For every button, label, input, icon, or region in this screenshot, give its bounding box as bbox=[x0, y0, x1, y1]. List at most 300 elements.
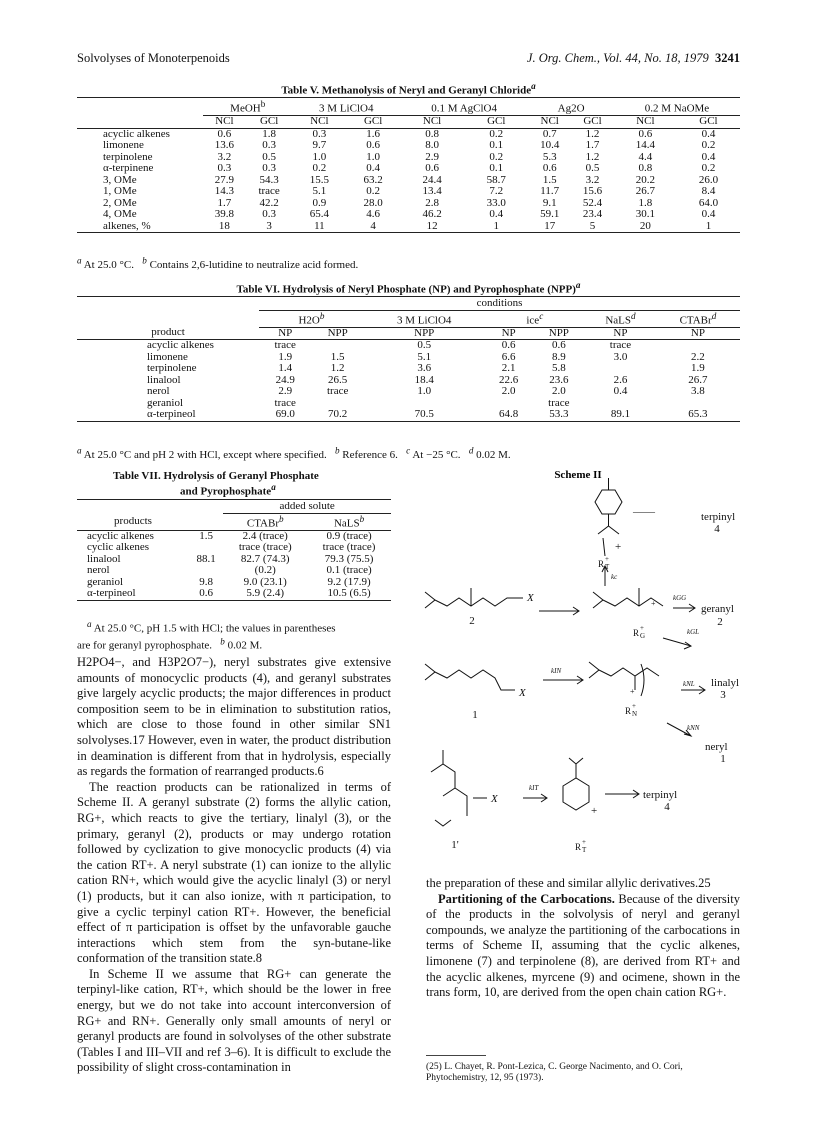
running-header bbox=[77, 51, 740, 69]
table-row-label: geraniol bbox=[147, 396, 184, 409]
svg-text:N: N bbox=[632, 710, 638, 718]
table-cell: 30.1 bbox=[635, 208, 656, 221]
footnote-a: $^a$ At 25.0 °C. bbox=[77, 255, 134, 271]
table-row bbox=[77, 340, 740, 352]
table-cell: 1 bbox=[705, 219, 712, 232]
table7-group-header: CTABr$^b$ bbox=[246, 513, 284, 530]
table5-subheader: NCl bbox=[422, 115, 442, 128]
table6-group-header: NaLS$^d$ bbox=[585, 310, 656, 327]
table-cell: trace (trace) bbox=[322, 541, 376, 554]
chain-neryl bbox=[425, 670, 515, 690]
table-cell: 9.0 (23.1) bbox=[243, 575, 287, 588]
table-stub bbox=[77, 298, 259, 310]
table-cell: 0.2 bbox=[489, 127, 504, 140]
svg-text:X: X bbox=[527, 592, 534, 604]
table-cell: 0.3 bbox=[312, 127, 327, 140]
table-row-label: 3, OMe bbox=[103, 173, 137, 186]
table-cell: 7.2 bbox=[489, 185, 504, 198]
table-cell: 4.4 bbox=[638, 150, 653, 163]
table-cell: trace bbox=[326, 385, 349, 398]
table-cell: 2.9 bbox=[278, 385, 293, 398]
svg-text:+: + bbox=[582, 838, 586, 846]
table5-group-header: 0.1 M AgClO4 bbox=[400, 99, 528, 116]
table-cell: 0.5 bbox=[262, 150, 277, 163]
scheme-ii bbox=[415, 468, 745, 868]
chain-neryl-cation bbox=[589, 668, 659, 678]
table-cell: 1.2 bbox=[585, 127, 600, 140]
reference-25: (25) L. Chayet, R. Pont-Lezica, C. George Nacimento, and O. Cori, Phytochemistry, 12, 95 (1973). bbox=[426, 1062, 683, 1083]
table-cell: 63.2 bbox=[363, 173, 383, 186]
table-cell: 2.2 bbox=[691, 350, 705, 363]
table5-subheader: GCl bbox=[487, 115, 506, 128]
table-cell: 5.8 bbox=[551, 362, 566, 375]
table-cell: 0.5 bbox=[585, 162, 600, 175]
table-row-label: 4, OMe bbox=[103, 208, 137, 221]
table-cell: 24.9 bbox=[275, 373, 295, 386]
table5-group-header: MeOH$^b$ bbox=[203, 99, 293, 116]
table6-group-header: 3 M LiClO4 bbox=[364, 310, 485, 327]
table-cell: 23.4 bbox=[582, 208, 603, 221]
table-cell: 46.2 bbox=[422, 208, 442, 221]
table5-group-header: 0.2 M NaOMe bbox=[614, 99, 740, 116]
table-cell: 12 bbox=[426, 219, 438, 232]
table-cell: 0.6 bbox=[217, 127, 232, 140]
table-cell: 18 bbox=[218, 219, 230, 232]
table-cell: trace bbox=[609, 339, 632, 352]
table6-subheader: NP bbox=[613, 326, 628, 339]
body-paragraph: Partitioning of the Carbocations. Because of the diversity of the products in the solvolysis of neryl and geranyl compounds, we analyze the partitioning of the carbocations in terms of Scheme II, assuming that the cyclic alkenes, limonene (7) and terpinolene (8), are derived from RT+ and the acyclic alkenes, myrcene (9) and ocimene, shown in the trans form, 10, are derived from the open chain cation RG+. bbox=[426, 891, 740, 1000]
table-cell: 2.9 bbox=[425, 150, 439, 163]
table-cell: 1.5 bbox=[330, 350, 345, 363]
table-cell: 8.9 bbox=[551, 350, 566, 363]
table-cell: 0.2 bbox=[312, 162, 327, 175]
svg-text:+: + bbox=[632, 702, 636, 710]
table-row bbox=[77, 209, 740, 221]
table-cell: 0.6 bbox=[542, 162, 557, 175]
table-cell: 5.9 (2.4) bbox=[246, 587, 284, 600]
table-row-label: nerol bbox=[87, 564, 110, 577]
table-row bbox=[77, 565, 391, 577]
table-cell: 1.5 bbox=[199, 529, 214, 542]
table-row-label: acyclic alkenes bbox=[87, 529, 154, 542]
table-cell: 88.1 bbox=[196, 552, 216, 565]
table5-subheader: GCl bbox=[363, 115, 383, 128]
table-cell: 1.0 bbox=[366, 150, 380, 163]
table-cell: 0.1 (trace) bbox=[326, 564, 372, 577]
table-cell: 0.7 bbox=[542, 127, 557, 140]
body-left-column bbox=[77, 655, 391, 1076]
table-cell: 2.0 bbox=[551, 385, 566, 398]
table-cell bbox=[189, 565, 223, 577]
table-cell: 0.6 bbox=[199, 587, 214, 600]
table-cell: 11.7 bbox=[540, 185, 560, 198]
footnote-d: $^d$ 0.02 M. bbox=[468, 445, 511, 461]
table-cell: 2.6 bbox=[613, 373, 628, 386]
table-row-label: linalool bbox=[147, 373, 181, 386]
table-cell: 1.5 bbox=[542, 173, 557, 186]
table-cell: 2.4 (trace) bbox=[242, 529, 288, 542]
table-cell: 1 bbox=[493, 219, 499, 232]
table-cell: 54.3 bbox=[259, 173, 279, 186]
table-rule bbox=[77, 233, 740, 234]
table-cell: 59.1 bbox=[540, 208, 560, 221]
table-cell: 0.6 bbox=[425, 162, 439, 175]
table-cell: 27.9 bbox=[214, 173, 235, 186]
svg-text:R: R bbox=[575, 842, 582, 852]
chain-neryl-prime bbox=[431, 764, 455, 796]
label-terpinyl: terpinyl bbox=[701, 511, 736, 523]
table-cell: 3.8 bbox=[691, 385, 705, 398]
table-cell: 1.7 bbox=[585, 139, 600, 152]
table-cell: 0.6 bbox=[501, 339, 516, 352]
table-cell: 22.6 bbox=[498, 373, 519, 386]
table-cell: 18.4 bbox=[414, 373, 434, 386]
footnote-c: $^c$ At −25 °C. bbox=[406, 445, 461, 461]
svg-text:——: —— bbox=[633, 506, 655, 518]
table-cell: 0.9 bbox=[312, 196, 327, 209]
table6-caption: Table VI. Hydrolysis of Neryl Phosphate (NP) and Pyrophosphate (NPP)$^a$ bbox=[236, 280, 581, 296]
table-cell: 13.6 bbox=[214, 139, 235, 152]
table-row-label: acyclic alkenes bbox=[147, 339, 214, 352]
table-cell: 0.4 bbox=[701, 208, 716, 221]
svg-text:4: 4 bbox=[664, 801, 670, 813]
table-cell: 0.6 bbox=[638, 127, 653, 140]
table-cell: trace (trace) bbox=[238, 541, 292, 554]
table-rule bbox=[77, 499, 391, 500]
table-row-label: 2, OMe bbox=[103, 196, 137, 209]
table-row bbox=[77, 363, 740, 375]
table-cell: 8.4 bbox=[701, 185, 716, 198]
table-row-label: α-terpineol bbox=[87, 587, 136, 600]
label-terpinyl-bottom: terpinyl bbox=[643, 789, 678, 801]
table-cell: 89.1 bbox=[610, 408, 631, 421]
chain-geranyl bbox=[425, 598, 523, 608]
svg-text:4: 4 bbox=[714, 523, 720, 535]
table-stub bbox=[77, 99, 203, 116]
table-cell: 1.2 bbox=[330, 362, 345, 375]
table-cell: 70.5 bbox=[414, 408, 434, 421]
body-paragraph: the preparation of these and similar allylic derivatives.25 bbox=[426, 876, 711, 890]
table-row bbox=[77, 140, 740, 152]
table-cell bbox=[585, 363, 656, 375]
table-row-label: nerol bbox=[147, 385, 170, 398]
table-cell: trace bbox=[548, 396, 570, 409]
table-cell: 1.2 bbox=[585, 150, 600, 163]
table-cell: 13.4 bbox=[422, 185, 442, 198]
table-cell: 9.1 bbox=[542, 196, 557, 209]
footnote-a: $^a$ At 25.0 °C and pH 2 with HCl, except where specified. bbox=[77, 445, 327, 461]
table6-product-header: product bbox=[151, 326, 185, 339]
table-cell: 11 bbox=[314, 219, 325, 232]
table-rule bbox=[77, 296, 740, 297]
table-row-label: cyclic alkenes bbox=[87, 541, 149, 554]
table6-group-header: $H2O^b$ bbox=[259, 310, 364, 327]
table-row bbox=[77, 375, 740, 387]
table7-group-header: NaLS$^b$ bbox=[333, 513, 365, 530]
body-paragraph: H2PO4−, and H3P2O7−), neryl substrates give extensive amounts of monocyclic products (4), and geranyl substrates give largely acyclic products; the major differences in product composition seem to be in elimination to substitution ratios, which are close to those found in other similar SN1 solvolyses.17 However, even in water, the product distribution in deamination is different from that in hydrolysis, especially as regards the formation of rearranged products.6 bbox=[77, 655, 391, 779]
label-geranyl: geranyl bbox=[701, 603, 734, 615]
table-row-label: alkenes, % bbox=[103, 219, 151, 232]
table-cell: 26.7 bbox=[688, 373, 708, 386]
table-rule bbox=[77, 97, 740, 98]
table-cell: 17 bbox=[544, 219, 556, 232]
table-row bbox=[77, 386, 740, 398]
table-cell: 0.9 (trace) bbox=[326, 529, 372, 542]
svg-text:kGL: kGL bbox=[687, 628, 700, 636]
table-cell: 0.6 bbox=[551, 339, 566, 352]
svg-text:2: 2 bbox=[469, 615, 475, 627]
table-cell: 10.5 (6.5) bbox=[327, 587, 371, 600]
table-row-label: α-terpinene bbox=[103, 162, 154, 175]
table-cell: 69.0 bbox=[275, 408, 295, 421]
table-cell: 26.0 bbox=[698, 173, 719, 186]
table-cell: 0.4 bbox=[613, 385, 628, 398]
table-cell: 5.3 bbox=[542, 150, 557, 163]
footnote-a: $^a$ At 25.0 °C, pH 1.5 with HCl; the values in parentheses bbox=[87, 619, 336, 635]
table6-subheader: NP bbox=[501, 326, 516, 339]
svg-text:kNL: kNL bbox=[683, 680, 695, 688]
table-row bbox=[77, 542, 391, 554]
table-stub bbox=[77, 310, 259, 327]
table6-subheader: NPP bbox=[548, 326, 569, 339]
table-cell: trace bbox=[258, 185, 280, 198]
table6-subheader: NP bbox=[278, 326, 293, 339]
ring-terpinyl-top bbox=[595, 490, 622, 514]
table-cell: 4 bbox=[370, 219, 376, 232]
table5-caption: Table V. Methanolysis of Neryl and Geranyl Chloride$^a$ bbox=[281, 81, 536, 97]
table-row bbox=[77, 186, 740, 198]
table-cell: (0.2) bbox=[254, 564, 276, 577]
table-row-label: α-terpineol bbox=[147, 408, 196, 421]
table-cell: 52.4 bbox=[582, 196, 603, 209]
footnote-rule bbox=[426, 1055, 486, 1056]
svg-text:+: + bbox=[591, 805, 598, 817]
svg-text:X: X bbox=[519, 687, 526, 699]
body-paragraph: The reaction products can be rationalized in terms of Scheme II. A geranyl substrate (2) forms the allylic cation, RG+, which reacts to give the tertiary, linalyl (3), or the primary, geranyl (2), products or may undergo rotation followed by cyclization to give monocyclic products (4) via the cation RT+. A neryl substrate (1) can ionize to the allylic cation RN+, which would give the acyclic linalyl (3) or neryl (1) products, but it can also ionize, with π participation, to give a cyclic terpinyl cation RT+. However, the beneficial effect of π participation is offset by the unfavorable gauche interactions which stem from the syn-butane-like conformation of the transition state.8 bbox=[77, 779, 391, 966]
table-cell: 15.5 bbox=[309, 173, 329, 186]
table5-group-header: Ag2O bbox=[528, 99, 614, 116]
table-row-label: acyclic alkenes bbox=[103, 127, 170, 140]
table-row bbox=[77, 588, 391, 600]
table6-conditions-header: conditions bbox=[259, 298, 740, 310]
table6-group-header: CTABr$^d$ bbox=[656, 310, 740, 327]
table-cell: 58.7 bbox=[486, 173, 506, 186]
table-cell: 26.5 bbox=[328, 373, 348, 386]
table-cell: 6.6 bbox=[501, 350, 516, 363]
table-cell bbox=[189, 542, 223, 554]
label-linalyl: linalyl bbox=[711, 677, 740, 689]
table5 bbox=[77, 99, 740, 233]
table-stub bbox=[189, 513, 223, 530]
header-title: Solvolyses of Monoterpenoids bbox=[77, 51, 230, 65]
table-cell: 10.4 bbox=[540, 139, 560, 152]
svg-text:1': 1' bbox=[451, 839, 459, 851]
table-cell: 33.0 bbox=[486, 196, 506, 209]
svg-text:T: T bbox=[582, 846, 587, 854]
table-cell: 0.5 bbox=[417, 339, 432, 352]
table-cell: 14.4 bbox=[635, 139, 656, 152]
footnote-b: are for geranyl pyrophosphate. $^b$ 0.02 M. bbox=[77, 636, 263, 652]
table-cell: 9.7 bbox=[312, 139, 327, 152]
table-cell: 0.3 bbox=[262, 162, 277, 175]
svg-text:R: R bbox=[633, 628, 640, 638]
table-cell bbox=[656, 340, 740, 352]
table-row-label: limonene bbox=[147, 350, 188, 363]
table-cell: 0.1 bbox=[489, 162, 504, 175]
table-row bbox=[77, 221, 740, 233]
table-cell: 82.7 (74.3) bbox=[240, 552, 290, 565]
footnote-b: $^b$ Contains 2,6-lutidine to neutralize acid formed. bbox=[142, 255, 359, 271]
svg-text:+: + bbox=[630, 687, 635, 696]
table-cell: 24.4 bbox=[422, 173, 442, 186]
table-row-label: limonene bbox=[103, 139, 144, 152]
table-row-label: terpinolene bbox=[147, 362, 197, 375]
table-cell: trace bbox=[274, 339, 296, 352]
table5-subheader: NCl bbox=[310, 115, 329, 128]
table-cell: 39.8 bbox=[214, 208, 235, 221]
table-cell: 3 bbox=[266, 219, 272, 232]
table-cell: 20.2 bbox=[635, 173, 656, 186]
table7-added-header: added solute bbox=[223, 501, 391, 513]
scheme-title: Scheme II bbox=[554, 469, 602, 481]
table-cell: 15.6 bbox=[582, 185, 603, 198]
table-stub bbox=[77, 116, 203, 129]
table-cell: 1.8 bbox=[638, 196, 653, 209]
table-cell: 0.4 bbox=[366, 162, 380, 175]
table-cell: 2.8 bbox=[425, 196, 439, 209]
table-row bbox=[77, 163, 740, 175]
table-cell: 0.2 bbox=[701, 162, 716, 175]
svg-text:kGG: kGG bbox=[673, 594, 687, 602]
table-cell: 3.2 bbox=[217, 150, 232, 163]
table-stub bbox=[189, 501, 223, 513]
table-cell: 1.8 bbox=[262, 127, 277, 140]
table-cell: 1.4 bbox=[278, 362, 293, 375]
svg-text:T: T bbox=[605, 563, 610, 571]
table-cell: 28.0 bbox=[363, 196, 383, 209]
table-rule bbox=[77, 421, 740, 422]
table-cell: 0.3 bbox=[262, 208, 277, 221]
table-cell: 0.4 bbox=[489, 208, 504, 221]
table-cell: 1.6 bbox=[366, 127, 380, 140]
table-cell bbox=[311, 340, 363, 352]
table-cell: 4.6 bbox=[366, 208, 380, 221]
table5-subheader: NCl bbox=[636, 115, 655, 128]
table-cell: 0.4 bbox=[701, 150, 716, 163]
table-cell: 1.0 bbox=[417, 385, 432, 398]
table-cell: 1.7 bbox=[217, 196, 232, 209]
table7-footnote bbox=[77, 618, 397, 652]
svg-text:+: + bbox=[615, 541, 622, 553]
table-cell: 70.2 bbox=[328, 408, 348, 421]
table5-subheader: GCl bbox=[699, 115, 718, 128]
table-row-label: geraniol bbox=[87, 575, 124, 588]
table-cell: 65.4 bbox=[309, 208, 329, 221]
table6-subheader: NPP bbox=[414, 326, 435, 339]
svg-text:kIT: kIT bbox=[529, 784, 539, 792]
table-cell: 2.1 bbox=[501, 362, 516, 375]
header-journal: J. Org. Chem., Vol. 44, No. 18, 1979 3241 bbox=[526, 51, 740, 65]
svg-text:R: R bbox=[598, 559, 605, 569]
svg-text:3: 3 bbox=[720, 689, 726, 701]
svg-text:G: G bbox=[640, 632, 646, 640]
table6-group-header: ice$^c$ bbox=[485, 310, 585, 327]
table-rule bbox=[77, 600, 391, 601]
table-row-label: linalool bbox=[87, 552, 121, 565]
table-cell: 8.0 bbox=[425, 139, 439, 152]
table-cell: 14.3 bbox=[214, 185, 235, 198]
table-cell: 9.8 bbox=[199, 575, 214, 588]
table-cell: 9.2 (17.9) bbox=[327, 575, 371, 588]
table-cell: 1.0 bbox=[312, 150, 327, 163]
table5-footnote bbox=[77, 255, 358, 271]
table-cell: 64.8 bbox=[498, 408, 519, 421]
table-row bbox=[77, 409, 740, 421]
svg-text:kc: kc bbox=[611, 573, 618, 581]
svg-text:R: R bbox=[625, 706, 632, 716]
svg-text:1: 1 bbox=[472, 709, 478, 721]
table-cell: 0.4 bbox=[701, 127, 716, 140]
table-cell: 53.3 bbox=[549, 408, 569, 421]
table-cell: 5.1 bbox=[417, 350, 432, 363]
body-paragraph: In Scheme II we assume that RG+ can generate the terpinyl-like cation, RT+, which should be the lower in free energy, but we do not take into account interconversion of RG+ and RN+. Generally only small amounts of neryl or geranyl products are found in solvolyses of the other substrate (Tables I and III–VII and ref 3–6). It is difficult to exclude the possibility of slight cross-contamination in bbox=[77, 966, 391, 1075]
footnote-b: $^b$ Reference 6. bbox=[334, 445, 398, 461]
table5-group-header: 3 M LiClO4 bbox=[293, 99, 401, 116]
table-stub bbox=[77, 501, 189, 513]
ring-terpinyl-bottom bbox=[563, 778, 589, 810]
table-cell: 0.6 bbox=[366, 139, 380, 152]
label-neryl: neryl bbox=[705, 741, 728, 753]
table-cell: 1.9 bbox=[691, 362, 705, 375]
svg-text:kNN: kNN bbox=[687, 724, 700, 732]
table-row-label: 1, OMe bbox=[103, 185, 137, 198]
table5-subheader: GCl bbox=[259, 115, 279, 128]
table-cell: 0.8 bbox=[638, 162, 653, 175]
table6-subheader: NPP bbox=[327, 326, 348, 339]
table-cell: 79.3 (75.5) bbox=[324, 552, 374, 565]
table-cell: 0.8 bbox=[425, 127, 439, 140]
table-cell: 0.2 bbox=[366, 185, 380, 198]
table5-subheader: GCl bbox=[583, 115, 602, 128]
table7 bbox=[77, 501, 391, 601]
table5-subheader: NCl bbox=[215, 115, 234, 128]
table-cell: 3.2 bbox=[585, 173, 600, 186]
table6-footnote bbox=[77, 445, 511, 461]
table-cell: 5 bbox=[589, 219, 596, 232]
table-cell: 23.6 bbox=[549, 373, 569, 386]
svg-text:+: + bbox=[605, 555, 609, 563]
svg-text:2: 2 bbox=[717, 616, 723, 628]
table-cell: 3.0 bbox=[613, 350, 628, 363]
table-cell: 65.3 bbox=[688, 408, 708, 421]
table-cell: 0.3 bbox=[262, 139, 277, 152]
table-cell: 0.3 bbox=[217, 162, 232, 175]
table-cell: 2.0 bbox=[501, 385, 516, 398]
section-heading: Partitioning of the Carbocations. bbox=[438, 891, 615, 906]
svg-text:1: 1 bbox=[720, 753, 726, 765]
table5-subheader: NCl bbox=[540, 115, 559, 128]
body-right-column bbox=[426, 876, 740, 1001]
svg-text:X: X bbox=[491, 793, 498, 805]
table-cell: 26.7 bbox=[635, 185, 656, 198]
table7-caption: Table VII. Hydrolysis of Geranyl Phosphate and Pyrophosphate$^a$ bbox=[113, 470, 319, 498]
table-cell: 5.1 bbox=[312, 185, 327, 198]
table-row-label: terpinolene bbox=[103, 150, 153, 163]
table-cell: 0.1 bbox=[489, 139, 504, 152]
table-cell: 42.2 bbox=[259, 196, 279, 209]
table-cell: 3.6 bbox=[417, 362, 432, 375]
table-cell: 1.9 bbox=[278, 350, 293, 363]
